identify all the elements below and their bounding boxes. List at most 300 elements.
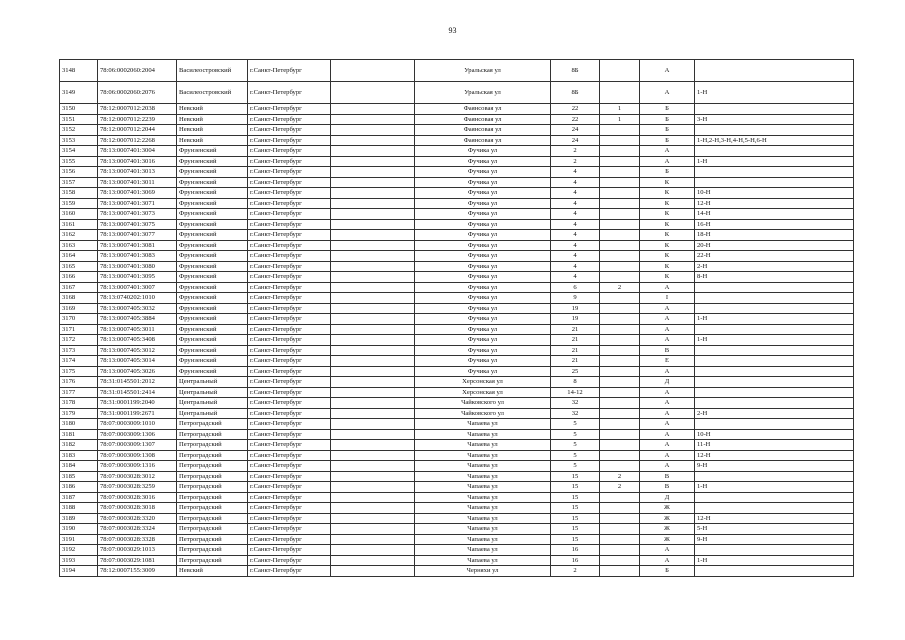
district-cell: Петроградский [177, 555, 248, 566]
district-cell: Фрунзенский [177, 324, 248, 335]
row-number-cell: 3176 [60, 377, 98, 388]
house-cell: 19 [551, 314, 600, 325]
premises-cell: 1-Н [695, 555, 854, 566]
building-cell [600, 272, 640, 283]
cadastral-number-cell: 78:13:0007405:3884 [98, 314, 177, 325]
district-cell: Фрунзенский [177, 146, 248, 157]
table-row [60, 324, 854, 335]
city-cell: г.Санкт-Петербург [248, 482, 331, 493]
cadastral-number-cell: 78:13:0007401:3007 [98, 282, 177, 293]
table-row [60, 471, 854, 482]
premises-cell [695, 471, 854, 482]
building-cell [600, 303, 640, 314]
table-row [60, 282, 854, 293]
table-row [60, 209, 854, 220]
premises-cell: 5-Н [695, 524, 854, 535]
district-cell: Фрунзенский [177, 156, 248, 167]
letter-cell: А [640, 303, 695, 314]
house-cell: 4 [551, 198, 600, 209]
table-row [60, 555, 854, 566]
street-cell: Уральская ул [415, 82, 551, 104]
city-cell: г.Санкт-Петербург [248, 167, 331, 178]
building-cell: 1 [600, 114, 640, 125]
house-cell: 15 [551, 482, 600, 493]
street-cell: Фаянсовая ул [415, 125, 551, 136]
street-cell: Фучика ул [415, 198, 551, 209]
building-cell [600, 209, 640, 220]
city-cell: г.Санкт-Петербург [248, 345, 331, 356]
table-row [60, 408, 854, 419]
blank-cell [331, 188, 415, 199]
letter-cell: А [640, 440, 695, 451]
blank-cell [331, 482, 415, 493]
table-row [60, 366, 854, 377]
house-cell: 24 [551, 135, 600, 146]
street-cell: Чапаева ул [415, 440, 551, 451]
letter-cell: А [640, 335, 695, 346]
table-row [60, 251, 854, 262]
row-number-cell: 3159 [60, 198, 98, 209]
city-cell: г.Санкт-Петербург [248, 461, 331, 472]
house-cell: 15 [551, 513, 600, 524]
cadastral-number-cell: 78:07:0003028:3012 [98, 471, 177, 482]
letter-cell: Д [640, 377, 695, 388]
row-number-cell: 3177 [60, 387, 98, 398]
district-cell: Петроградский [177, 429, 248, 440]
table-row [60, 82, 854, 104]
building-cell [600, 198, 640, 209]
premises-cell [695, 356, 854, 367]
letter-cell: Ж [640, 534, 695, 545]
building-cell [600, 345, 640, 356]
premises-cell: 16-Н [695, 219, 854, 230]
street-cell: Чапаева ул [415, 513, 551, 524]
table-row [60, 293, 854, 304]
house-cell: 6 [551, 282, 600, 293]
city-cell: г.Санкт-Петербург [248, 135, 331, 146]
street-cell: Чапаева ул [415, 429, 551, 440]
district-cell: Фрунзенский [177, 177, 248, 188]
cadastral-number-cell: 78:07:0003028:3259 [98, 482, 177, 493]
letter-cell: К [640, 188, 695, 199]
city-cell: г.Санкт-Петербург [248, 282, 331, 293]
blank-cell [331, 534, 415, 545]
row-number-cell: 3186 [60, 482, 98, 493]
house-cell: 21 [551, 335, 600, 346]
city-cell: г.Санкт-Петербург [248, 293, 331, 304]
row-number-cell: 3181 [60, 429, 98, 440]
house-cell: 8Б [551, 82, 600, 104]
premises-cell: 1-Н [695, 156, 854, 167]
premises-cell [695, 492, 854, 503]
street-cell: Уральская ул [415, 60, 551, 82]
table-row [60, 566, 854, 577]
table-row [60, 377, 854, 388]
blank-cell [331, 240, 415, 251]
district-cell: Фрунзенский [177, 356, 248, 367]
street-cell: Черняхи ул [415, 566, 551, 577]
street-cell: Чапаева ул [415, 524, 551, 535]
blank-cell [331, 408, 415, 419]
building-cell [600, 219, 640, 230]
row-number-cell: 3183 [60, 450, 98, 461]
street-cell: Херсонская ул [415, 387, 551, 398]
street-cell: Фучика ул [415, 356, 551, 367]
table-row [60, 398, 854, 409]
premises-cell: 2-Н [695, 261, 854, 272]
street-cell: Фаянсовая ул [415, 104, 551, 115]
letter-cell: К [640, 198, 695, 209]
building-cell [600, 408, 640, 419]
house-cell: 5 [551, 461, 600, 472]
blank-cell [331, 198, 415, 209]
city-cell: г.Санкт-Петербург [248, 146, 331, 157]
district-cell: Петроградский [177, 461, 248, 472]
row-number-cell: 3192 [60, 545, 98, 556]
premises-cell [695, 345, 854, 356]
letter-cell: Ж [640, 503, 695, 514]
blank-cell [331, 303, 415, 314]
row-number-cell: 3150 [60, 104, 98, 115]
city-cell: г.Санкт-Петербург [248, 335, 331, 346]
street-cell: Фучика ул [415, 240, 551, 251]
city-cell: г.Санкт-Петербург [248, 419, 331, 430]
house-cell: 15 [551, 524, 600, 535]
cadastral-number-cell: 78:13:0007401:3011 [98, 177, 177, 188]
street-cell: Фучика ул [415, 251, 551, 262]
city-cell: г.Санкт-Петербург [248, 545, 331, 556]
letter-cell: А [640, 282, 695, 293]
table-row [60, 482, 854, 493]
letter-cell: І [640, 293, 695, 304]
blank-cell [331, 545, 415, 556]
blank-cell [331, 156, 415, 167]
premises-cell: 20-Н [695, 240, 854, 251]
cadastral-number-cell: 78:07:0003028:3320 [98, 513, 177, 524]
building-cell [600, 125, 640, 136]
cadastral-number-cell: 78:13:0007401:3080 [98, 261, 177, 272]
house-cell: 16 [551, 555, 600, 566]
row-number-cell: 3165 [60, 261, 98, 272]
house-cell: 21 [551, 324, 600, 335]
letter-cell: А [640, 324, 695, 335]
row-number-cell: 3171 [60, 324, 98, 335]
cadastral-number-cell: 78:13:0007405:3026 [98, 366, 177, 377]
building-cell [600, 293, 640, 304]
house-cell: 22 [551, 114, 600, 125]
table-row [60, 503, 854, 514]
premises-cell: 1-Н [695, 82, 854, 104]
district-cell: Петроградский [177, 450, 248, 461]
page-number: 93 [448, 26, 457, 35]
building-cell [600, 167, 640, 178]
row-number-cell: 3152 [60, 125, 98, 136]
house-cell: 24 [551, 125, 600, 136]
district-cell: Центральный [177, 377, 248, 388]
cadastral-number-cell: 78:31:0001199:2040 [98, 398, 177, 409]
district-cell: Петроградский [177, 471, 248, 482]
cadastral-number-cell: 78:07:0003028:3324 [98, 524, 177, 535]
row-number-cell: 3163 [60, 240, 98, 251]
letter-cell: Б [640, 167, 695, 178]
blank-cell [331, 345, 415, 356]
blank-cell [331, 82, 415, 104]
building-cell [600, 513, 640, 524]
premises-cell [695, 419, 854, 430]
building-cell: 1 [600, 104, 640, 115]
blank-cell [331, 492, 415, 503]
row-number-cell: 3182 [60, 440, 98, 451]
cadastral-number-cell: 78:07:0003028:3018 [98, 503, 177, 514]
blank-cell [331, 419, 415, 430]
blank-cell [331, 104, 415, 115]
street-cell: Чапаева ул [415, 471, 551, 482]
street-cell: Чапаева ул [415, 461, 551, 472]
letter-cell: А [640, 156, 695, 167]
row-number-cell: 3178 [60, 398, 98, 409]
blank-cell [331, 356, 415, 367]
cadastral-number-cell: 78:12:0007012:2239 [98, 114, 177, 125]
premises-cell [695, 167, 854, 178]
district-cell: Фрунзенский [177, 240, 248, 251]
cadastral-number-cell: 78:13:0007405:3014 [98, 356, 177, 367]
table-row [60, 135, 854, 146]
table-row [60, 261, 854, 272]
premises-cell [695, 566, 854, 577]
letter-cell: К [640, 261, 695, 272]
street-cell: Фучика ул [415, 314, 551, 325]
building-cell [600, 450, 640, 461]
row-number-cell: 3175 [60, 366, 98, 377]
street-cell: Херсонская ул [415, 377, 551, 388]
house-cell: 19 [551, 303, 600, 314]
blank-cell [331, 177, 415, 188]
house-cell: 16 [551, 545, 600, 556]
letter-cell: Ж [640, 524, 695, 535]
letter-cell: К [640, 240, 695, 251]
blank-cell [331, 167, 415, 178]
cadastral-number-cell: 78:07:0003029:1081 [98, 555, 177, 566]
row-number-cell: 3191 [60, 534, 98, 545]
row-number-cell: 3180 [60, 419, 98, 430]
blank-cell [331, 429, 415, 440]
blank-cell [331, 146, 415, 157]
district-cell: Фрунзенский [177, 219, 248, 230]
street-cell: Фучика ул [415, 345, 551, 356]
blank-cell [331, 282, 415, 293]
cadastral-number-cell: 78:06:0002060:2004 [98, 60, 177, 82]
building-cell [600, 177, 640, 188]
row-number-cell: 3190 [60, 524, 98, 535]
blank-cell [331, 209, 415, 220]
blank-cell [331, 272, 415, 283]
cadastral-number-cell: 78:13:0007401:3016 [98, 156, 177, 167]
city-cell: г.Санкт-Петербург [248, 104, 331, 115]
city-cell: г.Санкт-Петербург [248, 450, 331, 461]
city-cell: г.Санкт-Петербург [248, 156, 331, 167]
district-cell: Василеостровский [177, 60, 248, 82]
letter-cell: К [640, 272, 695, 283]
building-cell [600, 135, 640, 146]
street-cell: Фаянсовая ул [415, 114, 551, 125]
row-number-cell: 3167 [60, 282, 98, 293]
cadastral-number-cell: 78:13:0007401:3013 [98, 167, 177, 178]
blank-cell [331, 314, 415, 325]
row-number-cell: 3148 [60, 60, 98, 82]
table-row [60, 461, 854, 472]
table-row [60, 513, 854, 524]
building-cell [600, 324, 640, 335]
city-cell: г.Санкт-Петербург [248, 503, 331, 514]
table-row [60, 177, 854, 188]
street-cell: Фучика ул [415, 167, 551, 178]
table-row [60, 125, 854, 136]
district-cell: Центральный [177, 408, 248, 419]
cadastral-number-cell: 78:07:0003009:1307 [98, 440, 177, 451]
premises-cell [695, 324, 854, 335]
cadastral-number-cell: 78:07:0003029:1013 [98, 545, 177, 556]
row-number-cell: 3172 [60, 335, 98, 346]
blank-cell [331, 440, 415, 451]
table-row [60, 429, 854, 440]
blank-cell [331, 513, 415, 524]
premises-cell [695, 377, 854, 388]
building-cell [600, 429, 640, 440]
house-cell: 4 [551, 177, 600, 188]
street-cell: Фучика ул [415, 303, 551, 314]
district-cell: Невский [177, 566, 248, 577]
premises-cell: 12-Н [695, 450, 854, 461]
cadastral-number-cell: 78:13:0007401:3077 [98, 230, 177, 241]
building-cell [600, 524, 640, 535]
district-cell: Фрунзенский [177, 261, 248, 272]
blank-cell [331, 60, 415, 82]
table-row [60, 230, 854, 241]
blank-cell [331, 293, 415, 304]
row-number-cell: 3153 [60, 135, 98, 146]
letter-cell: А [640, 398, 695, 409]
building-cell [600, 251, 640, 262]
letter-cell: А [640, 314, 695, 325]
premises-cell: 9-Н [695, 461, 854, 472]
table-row [60, 419, 854, 430]
premises-cell [695, 303, 854, 314]
city-cell: г.Санкт-Петербург [248, 303, 331, 314]
district-cell: Фрунзенский [177, 366, 248, 377]
table-row [60, 345, 854, 356]
cadastral-number-cell: 78:12:0007012:2038 [98, 104, 177, 115]
premises-cell: 10-Н [695, 429, 854, 440]
letter-cell: А [640, 146, 695, 157]
letter-cell: А [640, 60, 695, 82]
city-cell: г.Санкт-Петербург [248, 125, 331, 136]
building-cell [600, 377, 640, 388]
city-cell: г.Санкт-Петербург [248, 240, 331, 251]
city-cell: г.Санкт-Петербург [248, 429, 331, 440]
district-cell: Петроградский [177, 440, 248, 451]
premises-cell: 11-Н [695, 440, 854, 451]
house-cell: 15 [551, 471, 600, 482]
city-cell: г.Санкт-Петербург [248, 209, 331, 220]
premises-cell [695, 282, 854, 293]
city-cell: г.Санкт-Петербург [248, 408, 331, 419]
street-cell: Чапаева ул [415, 545, 551, 556]
cadastral-number-cell: 78:13:0007401:3073 [98, 209, 177, 220]
building-cell [600, 188, 640, 199]
building-cell [600, 566, 640, 577]
city-cell: г.Санкт-Петербург [248, 114, 331, 125]
letter-cell: А [640, 419, 695, 430]
table-row [60, 188, 854, 199]
registry-body [60, 60, 854, 577]
city-cell: г.Санкт-Петербург [248, 366, 331, 377]
building-cell [600, 419, 640, 430]
street-cell: Фучика ул [415, 230, 551, 241]
cadastral-number-cell: 78:07:0003028:3328 [98, 534, 177, 545]
district-cell: Фрунзенский [177, 303, 248, 314]
district-cell: Петроградский [177, 482, 248, 493]
district-cell: Фрунзенский [177, 335, 248, 346]
city-cell: г.Санкт-Петербург [248, 398, 331, 409]
house-cell: 9 [551, 293, 600, 304]
building-cell [600, 366, 640, 377]
cadastral-number-cell: 78:13:0007401:3081 [98, 240, 177, 251]
premises-cell [695, 60, 854, 82]
premises-cell [695, 398, 854, 409]
premises-cell: 10-Н [695, 188, 854, 199]
street-cell: Чайковского ул [415, 398, 551, 409]
blank-cell [331, 219, 415, 230]
blank-cell [331, 114, 415, 125]
building-cell [600, 314, 640, 325]
cadastral-number-cell: 78:07:0003009:1316 [98, 461, 177, 472]
house-cell: 32 [551, 408, 600, 419]
house-cell: 5 [551, 419, 600, 430]
district-cell: Фрунзенский [177, 293, 248, 304]
house-cell: 25 [551, 366, 600, 377]
district-cell: Петроградский [177, 419, 248, 430]
row-number-cell: 3193 [60, 555, 98, 566]
row-number-cell: 3168 [60, 293, 98, 304]
blank-cell [331, 503, 415, 514]
building-cell [600, 60, 640, 82]
district-cell: Фрунзенский [177, 167, 248, 178]
blank-cell [331, 387, 415, 398]
street-cell: Фучика ул [415, 261, 551, 272]
letter-cell: А [640, 545, 695, 556]
house-cell: 4 [551, 272, 600, 283]
street-cell: Чайковского ул [415, 408, 551, 419]
blank-cell [331, 566, 415, 577]
table-row [60, 198, 854, 209]
street-cell: Фучика ул [415, 146, 551, 157]
table-row [60, 104, 854, 115]
premises-cell [695, 293, 854, 304]
building-cell [600, 398, 640, 409]
street-cell: Чапаева ул [415, 419, 551, 430]
cadastral-number-cell: 78:13:0740202:1010 [98, 293, 177, 304]
table-row [60, 219, 854, 230]
letter-cell: К [640, 209, 695, 220]
row-number-cell: 3151 [60, 114, 98, 125]
city-cell: г.Санкт-Петербург [248, 377, 331, 388]
city-cell: г.Санкт-Петербург [248, 60, 331, 82]
letter-cell: А [640, 82, 695, 104]
street-cell: Фучика ул [415, 219, 551, 230]
district-cell: Петроградский [177, 534, 248, 545]
row-number-cell: 3194 [60, 566, 98, 577]
city-cell: г.Санкт-Петербург [248, 566, 331, 577]
